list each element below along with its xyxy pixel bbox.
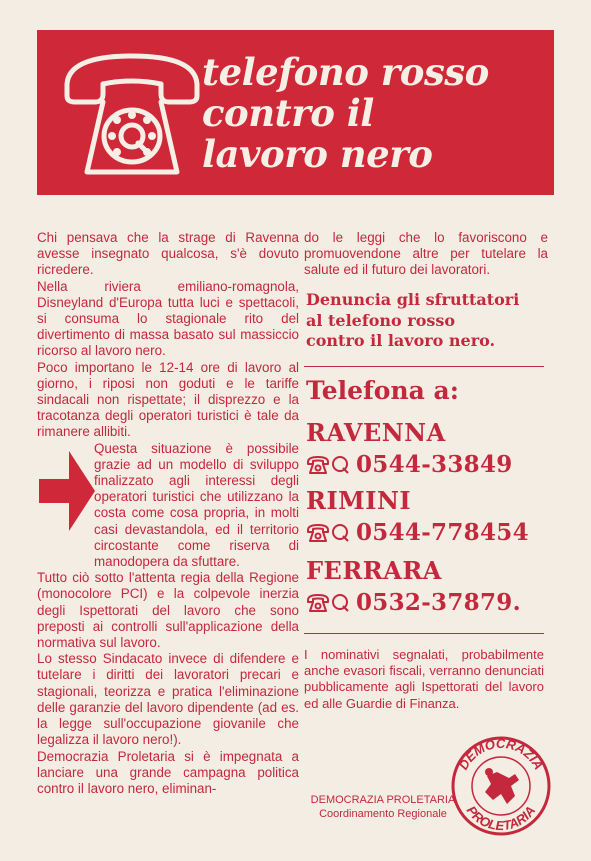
telefona-heading: Telefona a: xyxy=(306,376,459,405)
arrow-block xyxy=(37,441,299,571)
banner-title xyxy=(202,52,547,175)
city-ravenna: RAVENNA xyxy=(306,418,446,447)
paragraph: do le leggi che lo favoriscono e promuovendone altre per tutelare la salute ed il futuro dei lavoratori. xyxy=(304,230,548,278)
title-line: lavoro nero xyxy=(202,132,433,176)
paragraph: Tutto ciò sotto l'attenta regia della Regione (monocolore PCI) e la colpevole inerzia degli Ispettorati del lavoro che sono preposti ai controlli sull'applicazione della normativa sul lavoro. xyxy=(37,570,299,651)
paragraph: Questa situazione è possibile grazie ad un modello di sviluppo finalizzato agli interessi degli operatori turistici che utilizzano la costa come cosa propria, in molti casi devastandola, ed il territorio circostante come riserva di manodopera da sfuttare. xyxy=(94,440,299,570)
phone-number: 0544-778454 xyxy=(356,519,529,546)
telephone-icon xyxy=(306,523,330,543)
divider xyxy=(304,633,544,634)
contact-row xyxy=(306,519,529,546)
city-rimini: RIMINI xyxy=(306,486,412,515)
paragraph: Lo stesso Sindacato invece di difendere e tutelare i diritti dei lavoratori precari e stagionali, teorizza e pratica l'eliminazione delle garanzie del lavoro dipendente (ad es. la legge sull'occupazione giovanile che legalizza il lavoro nero!). xyxy=(37,651,299,748)
denuncia-slogan xyxy=(306,290,556,352)
title-banner xyxy=(37,30,554,195)
org-name: DEMOCRAZIA PROLETARIA xyxy=(310,794,456,806)
seal-bottom-text: PROLETARIA xyxy=(463,802,539,834)
svg-text:DEMOCRAZIA xyxy=(456,736,547,772)
paragraph: Poco importano le 12-14 ore di lavoro al giorno, i riposi non goduti e le tariffe sindacali non rispettate; il disprezzo e la tracotanza degli operatori turistici è tale da rimanere allibiti. xyxy=(37,359,299,440)
slogan-line: contro il lavoro nero. xyxy=(306,331,496,350)
red-arrow-icon xyxy=(39,451,95,531)
rotary-phone-icon xyxy=(57,44,207,184)
phone-number: 0544-33849 xyxy=(356,451,513,478)
city-ferrara: FERRARA xyxy=(306,556,442,585)
seal-top-text: DEMOCRAZIA xyxy=(455,735,547,773)
contact-row xyxy=(306,589,521,616)
notice-text: I nominativi segnalati, probabilmente anche evasori fiscali, verranno denunciati pubblicamente agli Ispettorati del lavoro ed alle Guardie di Finanza. xyxy=(304,647,544,711)
handset-q-icon xyxy=(330,455,350,475)
handset-q-icon xyxy=(330,523,350,543)
telephone-icon xyxy=(306,455,330,475)
paragraph: Democrazia Proletaria si è impegnata a lanciare una grande campagna politica contro il lavoro nero, eliminan- xyxy=(37,748,299,796)
paragraph: Nella riviera emiliano-romagnola, Disneyland d'Europa tutta luci e spettacoli, si consuma lo stagionale rito del divertimento di massa basato sul massiccio ricorso al lavoro nero. xyxy=(37,278,299,359)
title-line: contro il xyxy=(202,91,374,135)
handset-q-icon xyxy=(330,593,350,613)
slogan-line: al telefono rosso xyxy=(306,310,456,330)
contact-row xyxy=(306,451,513,478)
right-column-continued xyxy=(304,230,548,279)
org-subtitle: Coordinamento Regionale xyxy=(319,808,447,820)
telephone-icon xyxy=(306,593,330,613)
paragraph: Chi pensava che la strage di Ravenna avesse insegnato qualcosa, s'è dovuto ricredere. xyxy=(37,230,299,278)
phone-number: 0532-37879. xyxy=(356,589,521,616)
left-column xyxy=(37,230,299,797)
svg-text:PROLETARIA xyxy=(464,803,539,833)
divider xyxy=(304,366,544,367)
slogan-line: Denuncia gli sfruttatori xyxy=(306,290,520,309)
democrazia-proletaria-logo xyxy=(449,734,553,838)
organization-signature xyxy=(310,793,456,821)
title-line: telefono rosso xyxy=(202,50,489,94)
